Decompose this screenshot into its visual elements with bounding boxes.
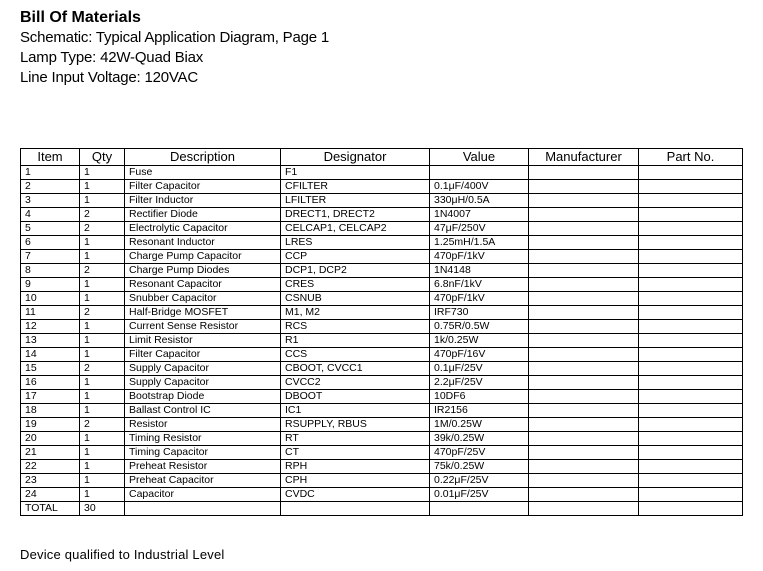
table-row xyxy=(21,418,743,432)
schematic-line: Schematic: Typical Application Diagram, Page 1 xyxy=(20,29,330,46)
table-row xyxy=(21,236,743,250)
cell-designator: CELCAP1, CELCAP2 xyxy=(281,222,430,236)
table-row xyxy=(21,320,743,334)
cell-item: 9 xyxy=(21,278,80,292)
cell-qty: 1 xyxy=(80,376,125,390)
cell-designator: CSNUB xyxy=(281,292,430,306)
cell-manufacturer xyxy=(529,474,639,488)
table-row xyxy=(21,432,743,446)
table-row xyxy=(21,264,743,278)
cell-part-no xyxy=(639,446,743,460)
cell-part-no xyxy=(639,208,743,222)
cell-manufacturer xyxy=(529,418,639,432)
table-row xyxy=(21,166,743,180)
cell-description: Bootstrap Diode xyxy=(125,390,281,404)
cell-qty: 30 xyxy=(80,502,125,516)
cell-value: 330μH/0.5A xyxy=(430,194,529,208)
bom-table xyxy=(20,148,743,516)
cell-item: TOTAL xyxy=(21,502,80,516)
cell-description: Filter Capacitor xyxy=(125,180,281,194)
cell-value: 470pF/16V xyxy=(430,348,529,362)
cell-item: 12 xyxy=(21,320,80,334)
cell-qty: 1 xyxy=(80,488,125,502)
cell-qty: 2 xyxy=(80,208,125,222)
cell-manufacturer xyxy=(529,362,639,376)
cell-value: 47μF/250V xyxy=(430,222,529,236)
cell-manufacturer xyxy=(529,292,639,306)
cell-item: 18 xyxy=(21,404,80,418)
cell-part-no xyxy=(639,390,743,404)
cell-value: 0.22μF/25V xyxy=(430,474,529,488)
cell-description: Resonant Inductor xyxy=(125,236,281,250)
table-row xyxy=(21,180,743,194)
cell-designator: CRES xyxy=(281,278,430,292)
cell-qty: 1 xyxy=(80,166,125,180)
table-header-row xyxy=(21,149,743,166)
cell-qty: 1 xyxy=(80,278,125,292)
cell-manufacturer xyxy=(529,320,639,334)
cell-description: Fuse xyxy=(125,166,281,180)
cell-description: Rectifier Diode xyxy=(125,208,281,222)
cell-qty: 2 xyxy=(80,306,125,320)
cell-qty: 1 xyxy=(80,334,125,348)
cell-designator: CBOOT, CVCC1 xyxy=(281,362,430,376)
cell-qty: 1 xyxy=(80,348,125,362)
cell-qty: 1 xyxy=(80,194,125,208)
footer-note: Device qualified to Industrial Level xyxy=(20,547,225,562)
cell-manufacturer xyxy=(529,208,639,222)
cell-value: 0.75R/0.5W xyxy=(430,320,529,334)
cell-description: Capacitor xyxy=(125,488,281,502)
cell-description: Supply Capacitor xyxy=(125,362,281,376)
cell-value: 2.2μF/25V xyxy=(430,376,529,390)
cell-value xyxy=(430,502,529,516)
cell-item: 3 xyxy=(21,194,80,208)
document-header xyxy=(20,8,329,88)
cell-description: Preheat Resistor xyxy=(125,460,281,474)
table-row xyxy=(21,208,743,222)
cell-item: 7 xyxy=(21,250,80,264)
cell-qty: 1 xyxy=(80,432,125,446)
column-header-item: Item xyxy=(21,149,80,166)
cell-part-no xyxy=(639,362,743,376)
cell-designator xyxy=(281,502,430,516)
cell-description xyxy=(125,502,281,516)
cell-item: 4 xyxy=(21,208,80,222)
cell-designator: CPH xyxy=(281,474,430,488)
cell-item: 21 xyxy=(21,446,80,460)
cell-manufacturer xyxy=(529,278,639,292)
cell-value: 0.01μF/25V xyxy=(430,488,529,502)
page-title: Bill Of Materials xyxy=(20,9,141,26)
cell-manufacturer xyxy=(529,334,639,348)
cell-designator: IC1 xyxy=(281,404,430,418)
cell-description: Charge Pump Diodes xyxy=(125,264,281,278)
table-row xyxy=(21,404,743,418)
column-header-qty: Qty xyxy=(80,149,125,166)
table-row xyxy=(21,348,743,362)
cell-item: 11 xyxy=(21,306,80,320)
cell-manufacturer xyxy=(529,222,639,236)
cell-description: Limit Resistor xyxy=(125,334,281,348)
cell-description: Current Sense Resistor xyxy=(125,320,281,334)
cell-description: Resistor xyxy=(125,418,281,432)
cell-manufacturer xyxy=(529,404,639,418)
cell-value: 0.1μF/25V xyxy=(430,362,529,376)
cell-item: 19 xyxy=(21,418,80,432)
cell-qty: 1 xyxy=(80,236,125,250)
cell-value: 1N4148 xyxy=(430,264,529,278)
cell-designator: DCP1, DCP2 xyxy=(281,264,430,278)
table-row xyxy=(21,222,743,236)
cell-description: Half-Bridge MOSFET xyxy=(125,306,281,320)
cell-part-no xyxy=(639,348,743,362)
cell-item: 6 xyxy=(21,236,80,250)
cell-designator: DRECT1, DRECT2 xyxy=(281,208,430,222)
cell-manufacturer xyxy=(529,166,639,180)
cell-designator: RCS xyxy=(281,320,430,334)
cell-manufacturer xyxy=(529,264,639,278)
table-row xyxy=(21,362,743,376)
cell-description: Timing Resistor xyxy=(125,432,281,446)
table-row xyxy=(21,292,743,306)
cell-part-no xyxy=(639,376,743,390)
cell-value: 1N4007 xyxy=(430,208,529,222)
cell-description: Preheat Capacitor xyxy=(125,474,281,488)
cell-manufacturer xyxy=(529,460,639,474)
cell-part-no xyxy=(639,474,743,488)
cell-item: 24 xyxy=(21,488,80,502)
cell-designator: CFILTER xyxy=(281,180,430,194)
cell-part-no xyxy=(639,432,743,446)
cell-designator: RT xyxy=(281,432,430,446)
cell-designator: RSUPPLY, RBUS xyxy=(281,418,430,432)
cell-part-no xyxy=(639,278,743,292)
line-voltage-line: Line Input Voltage: 120VAC xyxy=(20,69,198,86)
table-row xyxy=(21,390,743,404)
cell-designator: CT xyxy=(281,446,430,460)
cell-part-no xyxy=(639,502,743,516)
cell-qty: 1 xyxy=(80,390,125,404)
table-row xyxy=(21,306,743,320)
table-row xyxy=(21,334,743,348)
cell-designator: DBOOT xyxy=(281,390,430,404)
cell-manufacturer xyxy=(529,348,639,362)
table-row xyxy=(21,502,743,516)
cell-value: 6.8nF/1kV xyxy=(430,278,529,292)
cell-item: 2 xyxy=(21,180,80,194)
cell-qty: 2 xyxy=(80,264,125,278)
cell-designator: CCS xyxy=(281,348,430,362)
cell-part-no xyxy=(639,306,743,320)
cell-item: 16 xyxy=(21,376,80,390)
cell-manufacturer xyxy=(529,236,639,250)
table-body xyxy=(21,166,743,516)
lamp-type-line: Lamp Type: 42W-Quad Biax xyxy=(20,49,204,66)
cell-value: 1k/0.25W xyxy=(430,334,529,348)
cell-manufacturer xyxy=(529,488,639,502)
cell-part-no xyxy=(639,488,743,502)
cell-part-no xyxy=(639,194,743,208)
table-row xyxy=(21,278,743,292)
cell-designator: F1 xyxy=(281,166,430,180)
table-row xyxy=(21,460,743,474)
cell-qty: 2 xyxy=(80,222,125,236)
cell-qty: 2 xyxy=(80,418,125,432)
cell-qty: 2 xyxy=(80,362,125,376)
cell-value: IR2156 xyxy=(430,404,529,418)
cell-part-no xyxy=(639,292,743,306)
column-header-designator: Designator xyxy=(281,149,430,166)
cell-part-no xyxy=(639,166,743,180)
column-header-manufacturer: Manufacturer xyxy=(529,149,639,166)
cell-item: 15 xyxy=(21,362,80,376)
cell-description: Supply Capacitor xyxy=(125,376,281,390)
cell-item: 8 xyxy=(21,264,80,278)
cell-value: IRF730 xyxy=(430,306,529,320)
cell-qty: 1 xyxy=(80,292,125,306)
cell-designator: RPH xyxy=(281,460,430,474)
cell-qty: 1 xyxy=(80,250,125,264)
cell-description: Ballast Control IC xyxy=(125,404,281,418)
cell-manufacturer xyxy=(529,390,639,404)
cell-designator: CVDC xyxy=(281,488,430,502)
cell-item: 22 xyxy=(21,460,80,474)
cell-description: Filter Capacitor xyxy=(125,348,281,362)
cell-manufacturer xyxy=(529,180,639,194)
cell-item: 23 xyxy=(21,474,80,488)
cell-value: 470pF/1kV xyxy=(430,292,529,306)
cell-qty: 1 xyxy=(80,474,125,488)
cell-qty: 1 xyxy=(80,180,125,194)
table-row xyxy=(21,446,743,460)
cell-description: Electrolytic Capacitor xyxy=(125,222,281,236)
cell-designator: LRES xyxy=(281,236,430,250)
cell-value: 1M/0.25W xyxy=(430,418,529,432)
cell-value: 1.25mH/1.5A xyxy=(430,236,529,250)
cell-description: Filter Inductor xyxy=(125,194,281,208)
cell-part-no xyxy=(639,180,743,194)
cell-value: 10DF6 xyxy=(430,390,529,404)
cell-manufacturer xyxy=(529,194,639,208)
cell-part-no xyxy=(639,418,743,432)
cell-manufacturer xyxy=(529,250,639,264)
table-row xyxy=(21,194,743,208)
cell-item: 14 xyxy=(21,348,80,362)
cell-manufacturer xyxy=(529,306,639,320)
cell-description: Snubber Capacitor xyxy=(125,292,281,306)
cell-part-no xyxy=(639,460,743,474)
cell-qty: 1 xyxy=(80,460,125,474)
cell-item: 10 xyxy=(21,292,80,306)
table-row xyxy=(21,488,743,502)
cell-part-no xyxy=(639,264,743,278)
cell-item: 5 xyxy=(21,222,80,236)
cell-manufacturer xyxy=(529,376,639,390)
cell-designator: CCP xyxy=(281,250,430,264)
cell-manufacturer xyxy=(529,432,639,446)
cell-part-no xyxy=(639,236,743,250)
cell-value: 39k/0.25W xyxy=(430,432,529,446)
cell-designator: CVCC2 xyxy=(281,376,430,390)
cell-description: Timing Capacitor xyxy=(125,446,281,460)
cell-qty: 1 xyxy=(80,320,125,334)
cell-value: 0.1μF/400V xyxy=(430,180,529,194)
cell-value: 470pF/1kV xyxy=(430,250,529,264)
cell-part-no xyxy=(639,222,743,236)
cell-manufacturer xyxy=(529,502,639,516)
cell-designator: LFILTER xyxy=(281,194,430,208)
cell-part-no xyxy=(639,320,743,334)
cell-item: 17 xyxy=(21,390,80,404)
column-header-description: Description xyxy=(125,149,281,166)
cell-part-no xyxy=(639,250,743,264)
cell-description: Resonant Capacitor xyxy=(125,278,281,292)
cell-part-no xyxy=(639,404,743,418)
cell-qty: 1 xyxy=(80,446,125,460)
cell-qty: 1 xyxy=(80,404,125,418)
cell-description: Charge Pump Capacitor xyxy=(125,250,281,264)
cell-part-no xyxy=(639,334,743,348)
table-row xyxy=(21,250,743,264)
column-header-value: Value xyxy=(430,149,529,166)
cell-item: 13 xyxy=(21,334,80,348)
table-row xyxy=(21,474,743,488)
cell-designator: R1 xyxy=(281,334,430,348)
cell-item: 20 xyxy=(21,432,80,446)
cell-item: 1 xyxy=(21,166,80,180)
cell-value xyxy=(430,166,529,180)
cell-value: 75k/0.25W xyxy=(430,460,529,474)
cell-manufacturer xyxy=(529,446,639,460)
cell-value: 470pF/25V xyxy=(430,446,529,460)
table-row xyxy=(21,376,743,390)
cell-designator: M1, M2 xyxy=(281,306,430,320)
column-header-part-no: Part No. xyxy=(639,149,743,166)
